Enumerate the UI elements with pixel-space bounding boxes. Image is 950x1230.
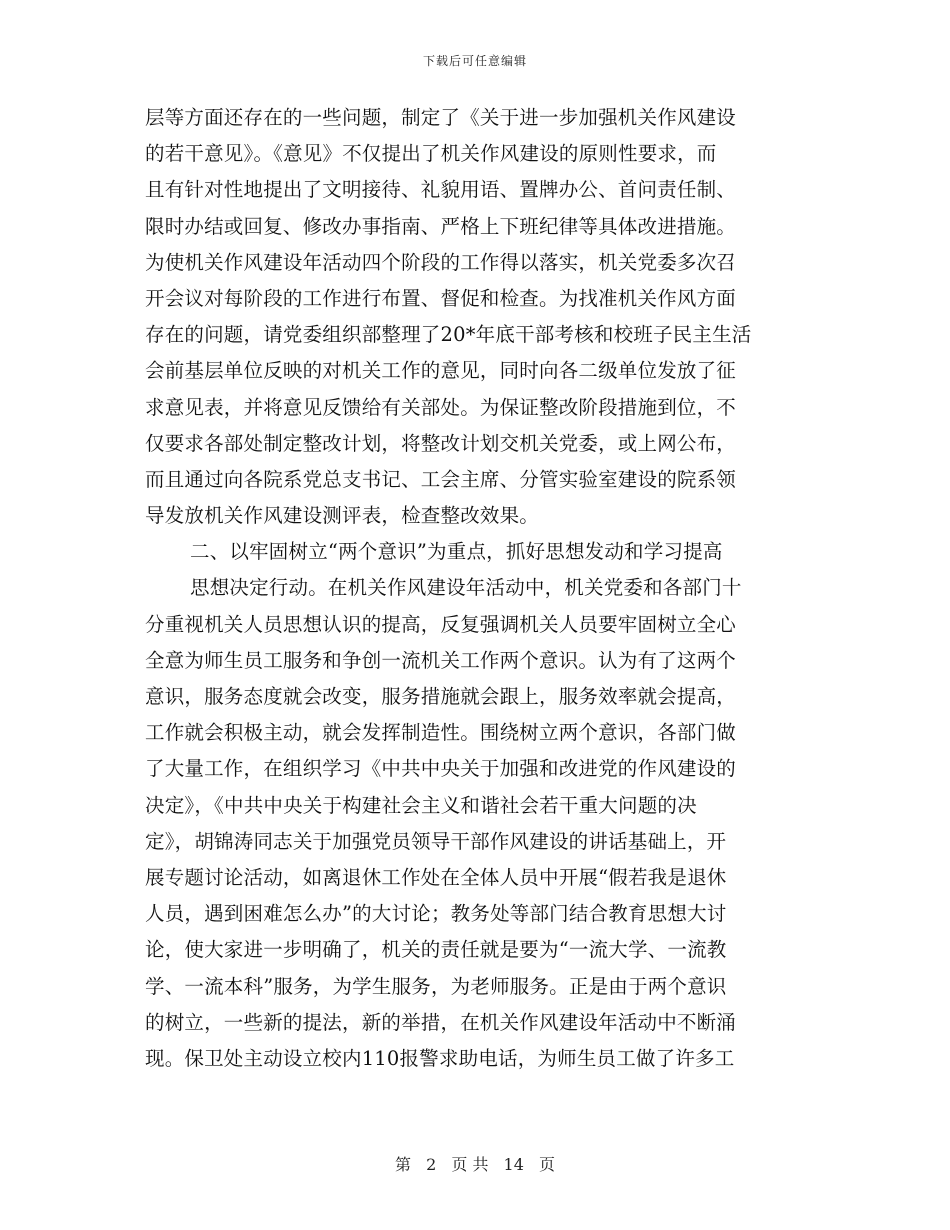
text-line: 导发放机关作风建设测评表，检查整改效果。 xyxy=(145,504,540,528)
total-pages: 14 xyxy=(503,1155,524,1174)
section-heading xyxy=(145,534,805,570)
footer-prefix: 第 xyxy=(394,1155,411,1174)
paragraph-1 xyxy=(145,100,805,534)
document-body xyxy=(145,100,805,1077)
page-footer xyxy=(0,1152,950,1175)
footer-suffix: 页 xyxy=(539,1155,556,1174)
text-line: 学、一流本科”服务，为学生服务，为老师服务。正是由于两个意识 xyxy=(145,974,727,998)
text-line: 且有针对性地提出了文明接待、礼貌用语、置牌办公、首问责任制、 xyxy=(145,178,737,202)
heading-line: 二、以牢固树立“两个意识”为重点，抓好思想发动和学习提高 xyxy=(190,540,723,564)
text-line: 决定》，《中共中央关于构建社会主义和谐社会若干重大问题的决 xyxy=(145,793,697,817)
text-line: 的若干意见》。《意见》不仅提出了机关作风建设的原则性要求，而 xyxy=(145,142,717,166)
text-line: 存在的问题，请党委组织部整理了20*年底干部考核和校班子民主生活 xyxy=(145,323,752,347)
paragraph-2 xyxy=(145,570,805,1077)
footer-middle: 页 共 xyxy=(451,1155,489,1174)
text-line: 定》，胡锦涛同志关于加强党员领导干部作风建设的讲话基础上，开 xyxy=(145,829,727,853)
text-line: 会前基层单位反映的对机关工作的意见，同时向各二级单位发放了征 xyxy=(145,359,737,383)
text-line: 思想决定行动。在机关作风建设年活动中，机关党委和各部门十 xyxy=(190,576,742,600)
text-line: 而且通过向各院系党总支书记、工会主席、分管实验室建设的院系领 xyxy=(145,467,737,491)
text-line: 为使机关作风建设年活动四个阶段的工作得以落实，机关党委多次召 xyxy=(145,250,737,274)
text-line: 论，使大家进一步明确了，机关的责任就是要为“一流大学、一流教 xyxy=(145,938,727,962)
text-line: 人员，遇到困难怎么办”的大讨论；教务处等部门结合教育思想大讨 xyxy=(145,902,727,926)
page-header: 下载后可任意编辑 xyxy=(422,54,527,68)
text-line: 求意见表，并将意见反馈给有关部处。为保证整改阶段措施到位，不 xyxy=(145,395,737,419)
text-line: 展专题讨论活动，如离退休工作处在全体人员中开展“假若我是退休 xyxy=(145,865,727,889)
text-line: 现。保卫处主动设立校内110报警求助电话，为师生员工做了许多工 xyxy=(145,1046,735,1070)
text-line: 了大量工作，在组织学习《中共中央关于加强和改进党的作风建设的 xyxy=(145,757,737,781)
text-line: 层等方面还存在的一些问题，制定了《关于进一步加强机关作风建设 xyxy=(145,106,737,129)
text-line: 分重视机关人员思想认识的提高，反复强调机关人员要牢固树立全心 xyxy=(145,612,737,636)
page-number: 2 xyxy=(426,1155,437,1174)
text-line: 工作就会积极主动，就会发挥制造性。围绕树立两个意识，各部门做 xyxy=(145,721,737,745)
text-line: 意识，服务态度就会改变，服务措施就会跟上，服务效率就会提高， xyxy=(145,685,737,708)
text-line: 仅要求各部处制定整改计划，将整改计划交机关党委，或上网公布， xyxy=(145,431,737,455)
text-line: 的树立，一些新的提法，新的举措，在机关作风建设年活动中不断涌 xyxy=(145,1010,737,1034)
text-line: 全意为师生员工服务和争创一流机关工作两个意识。认为有了这两个 xyxy=(145,648,737,672)
text-line: 开会议对每阶段的工作进行布置、督促和检查。为找准机关作风方面 xyxy=(145,286,737,310)
text-line: 限时办结或回复、修改办事指南、严格上下班纪律等具体改进措施。 xyxy=(145,214,737,238)
